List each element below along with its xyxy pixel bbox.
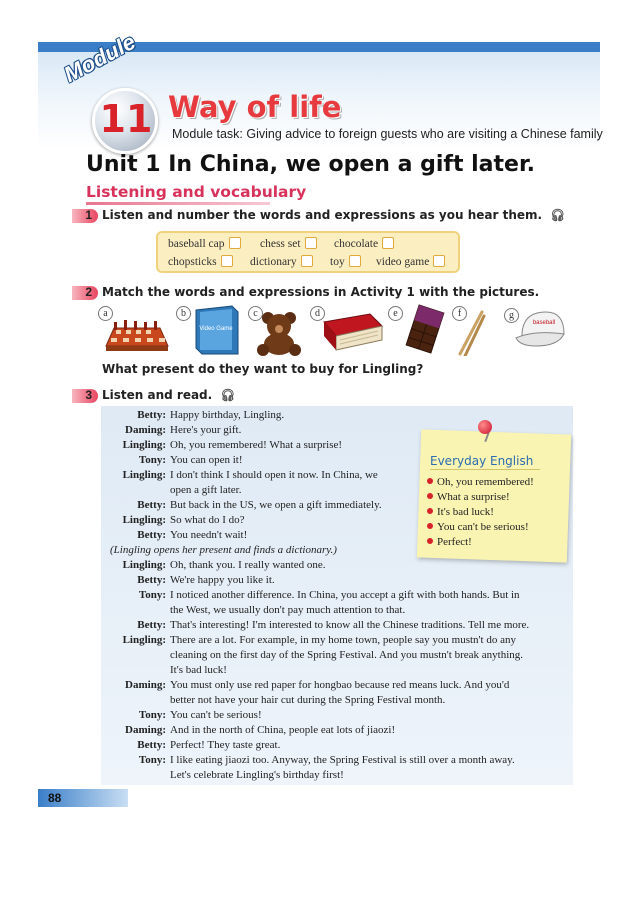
line-text: open a gift later. xyxy=(170,484,242,496)
line-text: So what do I do? xyxy=(170,514,245,526)
module-word: Module xyxy=(59,28,140,88)
toy-bear-picture[interactable] xyxy=(254,310,304,356)
word-label: baseball cap xyxy=(168,238,225,250)
line-text: There are a lot. For example, in my home town, people say you mustn't do any xyxy=(170,634,516,646)
checkbox[interactable] xyxy=(221,255,233,267)
bullet-icon xyxy=(427,538,433,544)
word-item xyxy=(334,237,394,250)
speaker: Lingling: xyxy=(122,469,166,481)
line-text: Let's celebrate Lingling's birthday first! xyxy=(170,769,344,781)
word-label: toy xyxy=(330,256,345,268)
line-text: Here's your gift. xyxy=(170,424,242,436)
cap-text: baseball xyxy=(532,320,556,326)
chopsticks-picture[interactable] xyxy=(456,310,486,356)
speaker: Betty: xyxy=(137,739,166,751)
note-item xyxy=(427,536,472,548)
video-game-box-text: Video Game xyxy=(199,326,233,332)
speaker: Daming: xyxy=(125,424,166,436)
picture-label: f xyxy=(452,306,467,321)
checkbox[interactable] xyxy=(301,255,313,267)
note-item-text: What a surprise! xyxy=(437,491,510,503)
note-divider xyxy=(430,469,540,470)
section-title: Listening and vocabulary xyxy=(86,183,307,201)
module-number: 11 xyxy=(99,97,153,141)
line-text: We're happy you like it. xyxy=(170,574,275,586)
activity-text: Listen and number the words and expressions as you hear them. xyxy=(102,208,543,222)
line-text: the West, we usually don't pay much attention to that. xyxy=(170,604,406,616)
pictures-row xyxy=(96,302,566,358)
speaker: Tony: xyxy=(138,454,166,466)
speaker: Tony: xyxy=(138,589,166,601)
page-number: 88 xyxy=(48,791,62,805)
speaker: Betty: xyxy=(137,499,166,511)
checkbox[interactable] xyxy=(433,255,445,267)
word-label: chocolate xyxy=(334,238,379,250)
checkbox[interactable] xyxy=(382,237,394,249)
picture-label: e xyxy=(388,306,403,321)
picture-label: c xyxy=(248,306,263,321)
speaker: Tony: xyxy=(138,709,166,721)
speaker: Daming: xyxy=(125,724,166,736)
speaker: Lingling: xyxy=(122,634,166,646)
word-item xyxy=(376,255,445,268)
word-item xyxy=(168,255,233,268)
activity-instruction: Match the words and expressions in Activity 1 with the pictures. xyxy=(102,285,540,299)
chocolate-picture[interactable] xyxy=(402,302,448,356)
picture-label: d xyxy=(310,306,325,321)
line-text: You can open it! xyxy=(170,454,243,466)
module-title: Way of life xyxy=(168,90,342,124)
speaker: Lingling: xyxy=(122,559,166,571)
activity-number-badge xyxy=(72,286,98,300)
picture-label: b xyxy=(176,306,191,321)
line-text: But back in the US, we open a gift immediately. xyxy=(170,499,382,511)
line-text: And in the north of China, people eat lots of jiaozi! xyxy=(170,724,396,736)
line-text: I don't think I should open it now. In China, we xyxy=(170,469,378,481)
line-text: Perfect! They taste great. xyxy=(170,739,281,751)
speaker: Betty: xyxy=(137,574,166,586)
question: What present do they want to buy for Lingling? xyxy=(102,362,424,376)
note-item xyxy=(427,476,534,488)
line-text: You must only use red paper for hongbao because red means luck. And you'd xyxy=(170,679,510,691)
note-item xyxy=(427,506,494,518)
line-text: better not have your hair cut during the Spring Festival month. xyxy=(170,694,446,706)
note-item xyxy=(427,521,529,533)
line-text: I like eating jiaozi too. Anyway, the Spring Festival is still over a month away. xyxy=(170,754,515,766)
note-item-text: Oh, you remembered! xyxy=(437,476,534,488)
note-item-text: Perfect! xyxy=(437,536,472,548)
note-item-text: It's bad luck! xyxy=(437,506,494,518)
note-item-text: You can't be serious! xyxy=(437,521,529,533)
pushpin-icon xyxy=(478,420,492,434)
checkbox[interactable] xyxy=(305,237,317,249)
speaker: Daming: xyxy=(125,679,166,691)
bullet-icon xyxy=(427,478,433,484)
speaker: Betty: xyxy=(137,409,166,421)
line-text: Oh, thank you. I really wanted one. xyxy=(170,559,326,571)
checkbox[interactable] xyxy=(349,255,361,267)
picture-label: a xyxy=(98,306,113,321)
speaker: Betty: xyxy=(137,619,166,631)
word-label: chopsticks xyxy=(168,256,217,268)
activity-number-badge xyxy=(72,389,98,403)
bullet-icon xyxy=(427,523,433,529)
section-underline xyxy=(86,202,270,205)
note-item xyxy=(427,491,510,503)
word-label: video game xyxy=(376,256,430,268)
headphones-icon[interactable]: 🎧︎ xyxy=(550,208,566,222)
chess-set-picture[interactable] xyxy=(102,316,172,354)
headphones-icon[interactable]: 🎧︎ xyxy=(220,388,236,402)
line-text: You needn't wait! xyxy=(170,529,248,541)
word-item xyxy=(250,255,313,268)
bullet-icon xyxy=(427,508,433,514)
speaker: Lingling: xyxy=(122,514,166,526)
activity-number-badge xyxy=(72,209,98,223)
activity-instruction xyxy=(102,388,235,402)
picture-label: g xyxy=(504,308,519,323)
baseball-cap-picture[interactable] xyxy=(512,308,568,352)
word-label: chess set xyxy=(260,238,301,250)
dictionary-picture[interactable] xyxy=(320,310,386,354)
activity-text: Listen and read. xyxy=(102,388,213,402)
line-text: Happy birthday, Lingling. xyxy=(170,409,285,421)
video-game-picture[interactable] xyxy=(192,304,242,356)
unit-title: Unit 1 In China, we open a gift later. xyxy=(86,152,536,177)
speaker: Tony: xyxy=(138,754,166,766)
word-box xyxy=(156,231,460,273)
line-text: You can't be serious! xyxy=(170,709,262,721)
activity-number: 1 xyxy=(85,208,92,222)
line-text: I noticed another difference. In China, you accept a gift with both hands. But in xyxy=(170,589,520,601)
stage-direction: (Lingling opens her present and finds a dictionary.) xyxy=(110,544,337,556)
module-task: Module task: Giving advice to foreign guests who are visiting a Chinese family xyxy=(172,127,603,141)
activity-number: 2 xyxy=(85,285,92,299)
activity-instruction xyxy=(102,208,565,222)
word-label: dictionary xyxy=(250,256,297,268)
line-text: That's interesting! I'm interested to know all the Chinese traditions. Tell me more. xyxy=(170,619,530,631)
line-text: It's bad luck! xyxy=(170,664,227,676)
checkbox[interactable] xyxy=(229,237,241,249)
line-text: cleaning on the first day of the Spring Festival. And you mustn't break anything. xyxy=(170,649,524,661)
line-text: Oh, you remembered! What a surprise! xyxy=(170,439,343,451)
bullet-icon xyxy=(427,493,433,499)
note-title: Everyday English xyxy=(430,454,534,468)
activity-number: 3 xyxy=(85,388,92,402)
speaker: Betty: xyxy=(137,529,166,541)
speaker: Lingling: xyxy=(122,439,166,451)
word-item xyxy=(330,255,361,268)
word-item xyxy=(260,237,317,250)
word-item xyxy=(168,237,241,250)
